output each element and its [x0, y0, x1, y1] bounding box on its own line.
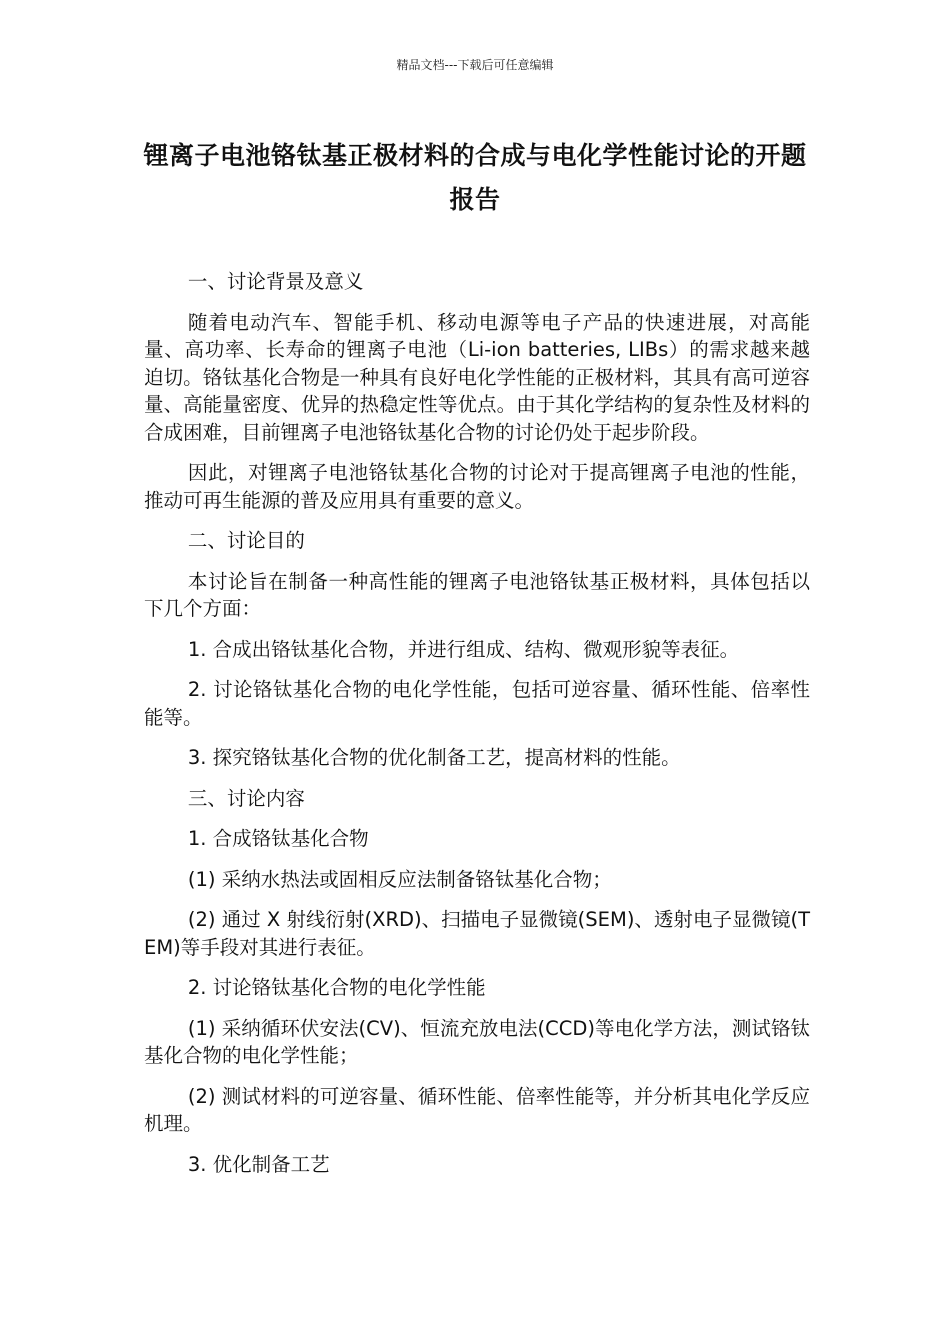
document-title: 锂离子电池铬钛基正极材料的合成与电化学性能讨论的开题报告: [143, 141, 807, 214]
list-item-purpose-3: 3. 探究铬钛基化合物的优化制备工艺，提高材料的性能。: [187, 746, 681, 769]
list-item-electrochemistry-1: (1) 采纳循环伏安法(CV)、恒流充放电法(CCD)等电化学方法，测试铬钛基化合物的电化学性能；: [144, 1016, 810, 1067]
paragraph-background: 随着电动汽车、智能手机、移动电源等电子产品的快速进展，对高能量、高功率、长寿命的锂离子电池（Li-ion batteries, LIBs）的需求越来越迫切。铬钛基化合物是一种具有良好电化学性能的正极材料，其具有高可逆容量、高能量密度、优异的热稳定性等优点。由于其化学结构的复杂性及材料的合成困难，目前锂离子电池铬钛基化合物的讨论仍处于起步阶段。: [144, 310, 810, 444]
subsection-heading-electrochemistry: 2. 讨论铬钛基化合物的电化学性能: [187, 976, 486, 999]
page-header: 精品文档---下载后可任意编辑: [396, 58, 554, 72]
list-item-synthesis-1: (1) 采纳水热法或固相反应法制备铬钛基化合物；: [187, 867, 612, 891]
section-heading-background: 一、讨论背景及意义: [187, 270, 364, 293]
section-heading-purpose: 二、讨论目的: [187, 529, 305, 552]
section-heading-content: 三、讨论内容: [187, 786, 305, 810]
list-item-purpose-1: 1. 合成出铬钛基化合物，并进行组成、结构、微观形貌等表征。: [187, 637, 740, 661]
list-item-synthesis-2: (2) 通过 X 射线衍射(XRD)、扫描电子显微镜(SEM)、透射电子显微镜(TEM)等手段对其进行表征。: [144, 908, 810, 959]
subsection-heading-optimization: 3. 优化制备工艺: [187, 1152, 330, 1176]
list-item-purpose-2: 2. 讨论铬钛基化合物的电化学性能，包括可逆容量、循环性能、倍率性能等。: [144, 678, 810, 729]
list-item-electrochemistry-2: (2) 测试材料的可逆容量、循环性能、倍率性能等，并分析其电化学反应机理。: [144, 1084, 810, 1135]
paragraph-significance: 因此，对锂离子电池铬钛基化合物的讨论对于提高锂离子电池的性能，推动可再生能源的普及应用具有重要的意义。: [144, 461, 810, 512]
document-body: [144, 268, 810, 1191]
subsection-heading-synthesis: 1. 合成铬钛基化合物: [187, 827, 369, 850]
paragraph-purpose-intro: 本讨论旨在制备一种高性能的锂离子电池铬钛基正极材料，具体包括以下几个方面：: [144, 569, 810, 620]
